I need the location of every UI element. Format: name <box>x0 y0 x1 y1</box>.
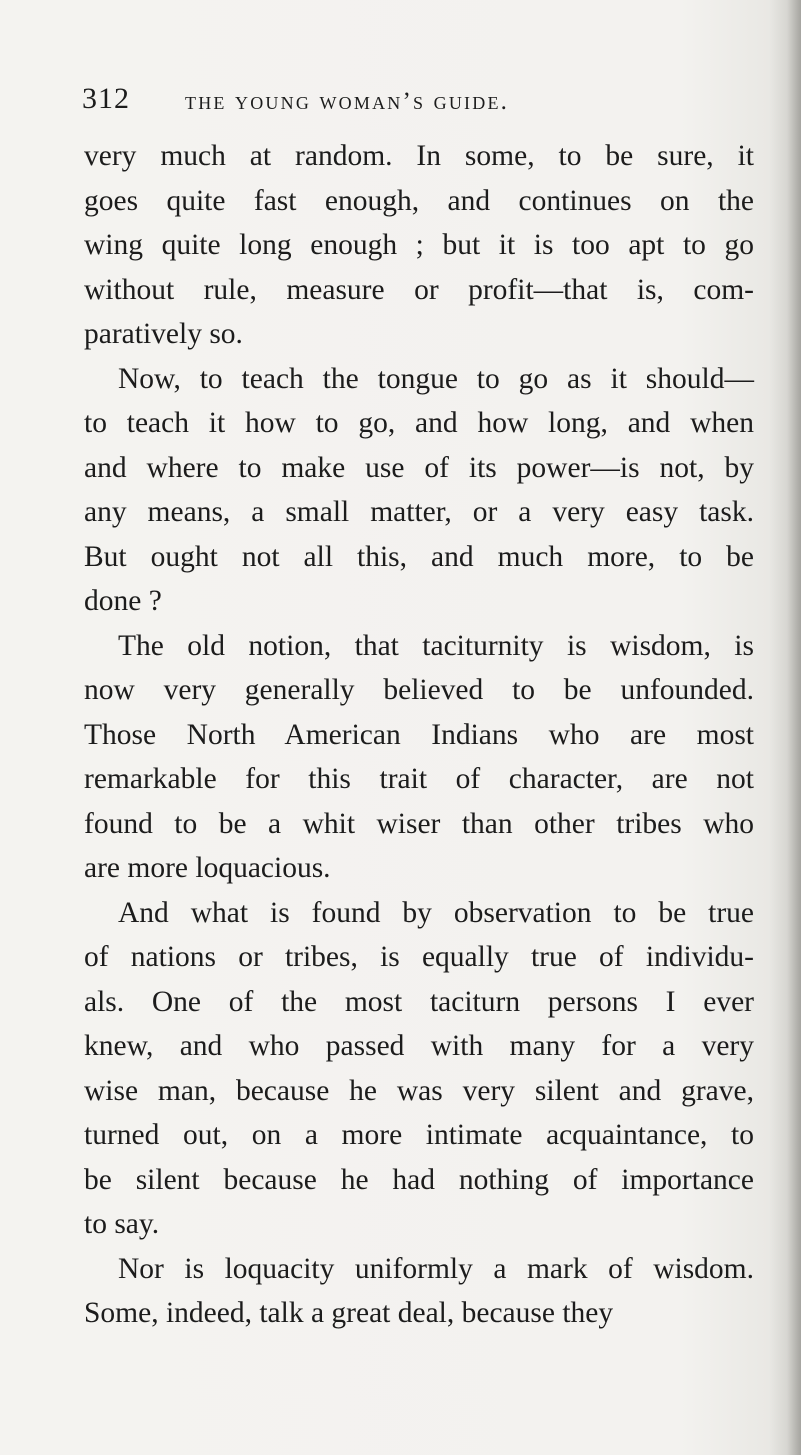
paragraph-start-line: And what is found by observation to be true <box>118 896 754 929</box>
paragraph-start-line: Now, to teach the tongue to go as it should— <box>118 362 754 395</box>
text-line: goes quite fast enough, and continues on the <box>84 184 754 217</box>
text-line: now very generally believed to be unfounded. <box>84 674 754 706</box>
text-line: without rule, measure or profit—that is, com- <box>84 273 754 306</box>
page-edge-shadow <box>787 0 801 1455</box>
text-line: turned out, on a more intimate acquaintance, to <box>84 1119 754 1151</box>
running-title: the young woman’s guide. <box>185 88 510 115</box>
page-body-text <box>84 134 754 1336</box>
paragraph-start-line: The old notion, that taciturnity is wisdom, is <box>118 629 754 662</box>
text-line: any means, a small matter, or a very easy task. <box>84 496 754 528</box>
text-line: be silent because he had nothing of importance <box>84 1163 754 1196</box>
paragraph-start-line: Nor is loquacity uniformly a mark of wisdom. <box>118 1252 754 1285</box>
text-line: wing quite long enough ; but it is too apt to go <box>84 229 754 261</box>
text-line: and where to make use of its power—is not, by <box>84 451 754 484</box>
text-line: very much at random. In some, to be sure, it <box>84 140 754 172</box>
text-line: done ? <box>84 585 162 617</box>
text-line: of nations or tribes, is equally true of individu- <box>84 941 754 973</box>
text-line: als. One of the most taciturn persons I ever <box>84 985 754 1018</box>
text-line: remarkable for this trait of character, are not <box>84 763 754 795</box>
text-line: But ought not all this, and much more, to be <box>84 540 754 573</box>
text-line: knew, and who passed with many for a very <box>84 1030 754 1062</box>
page-number: 312 <box>82 82 130 115</box>
text-line: found to be a whit wiser than other tribes who <box>84 807 754 840</box>
page-header <box>0 82 801 122</box>
text-line: Some, indeed, talk a great deal, because they <box>84 1297 614 1329</box>
text-line: paratively so. <box>84 318 243 350</box>
text-line: Those North American Indians who are most <box>84 718 754 751</box>
text-line: are more loquacious. <box>84 852 331 884</box>
text-line: to say. <box>84 1208 160 1240</box>
text-line: to teach it how to go, and how long, and when <box>84 407 754 439</box>
text-line: wise man, because he was very silent and grave, <box>84 1074 754 1107</box>
